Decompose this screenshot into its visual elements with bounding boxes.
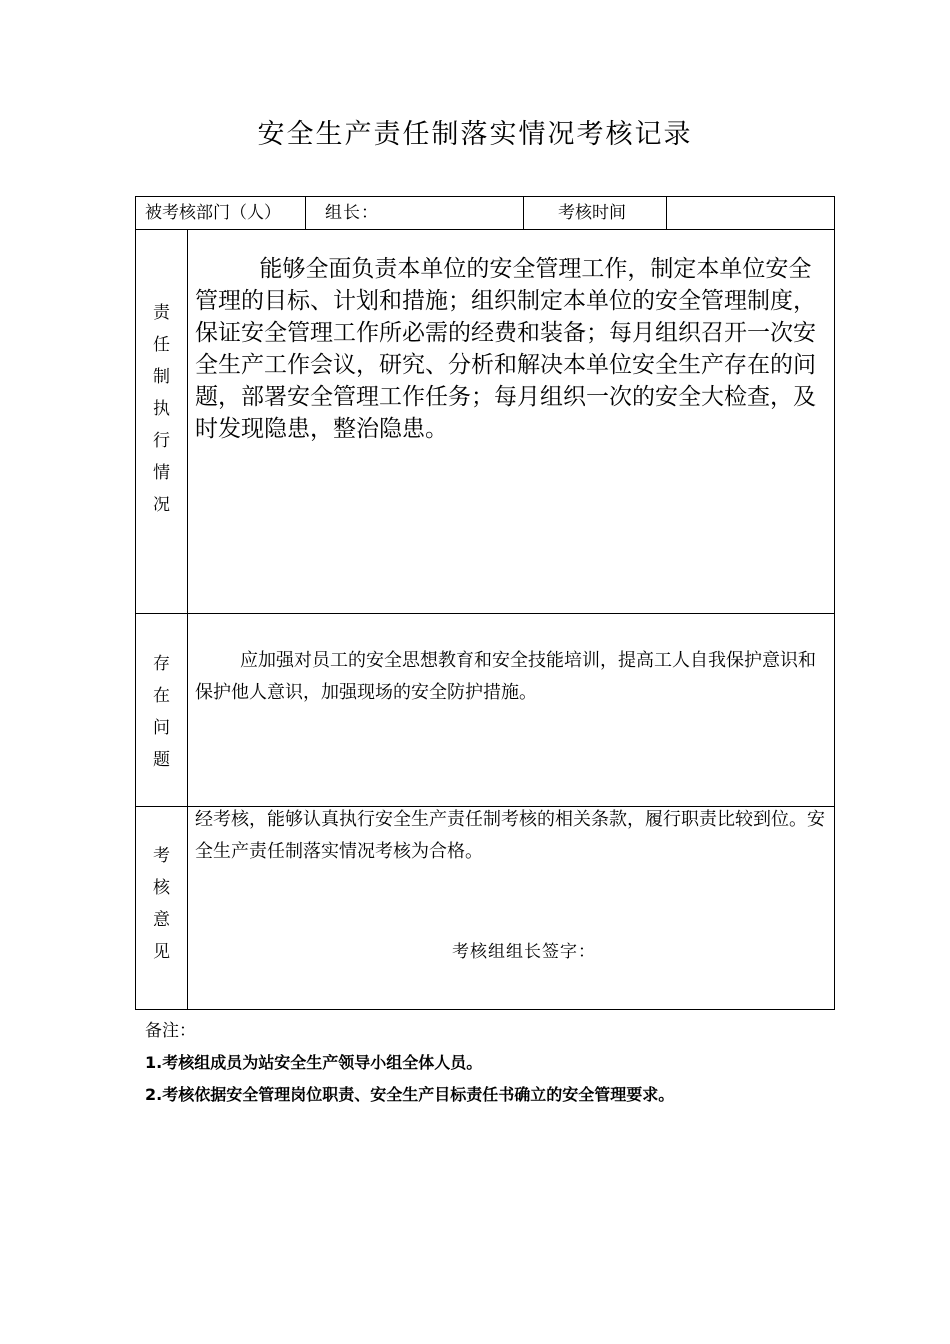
page-title: 安全生产责任制落实情况考核记录 bbox=[257, 119, 693, 150]
remark-item: 1.考核组成员为站安全生产领导小组全体人员。 bbox=[145, 1053, 483, 1072]
label-char: 情 bbox=[153, 463, 170, 483]
label-char: 问 bbox=[153, 718, 170, 738]
assessment-form-table bbox=[135, 196, 835, 1010]
remark-item: 2.考核依据安全管理岗位职责、安全生产目标责任书确立的安全管理要求。 bbox=[145, 1085, 675, 1104]
opinion-section-label bbox=[136, 840, 187, 968]
problems-section-label bbox=[136, 648, 187, 776]
label-char: 制 bbox=[153, 367, 170, 387]
label-char: 在 bbox=[153, 686, 170, 706]
responsibility-row-divider bbox=[136, 613, 834, 614]
label-char: 况 bbox=[153, 495, 170, 515]
label-char: 执 bbox=[153, 399, 170, 419]
leader-signature-label: 考核组组长签字： bbox=[452, 942, 596, 962]
assessment-time-label: 考核时间 bbox=[558, 203, 626, 223]
opinion-content: 经考核，能够认真执行安全生产责任制考核的相关条款，履行职责比较到位。安全生产责任制落实情况考核为合格。 bbox=[195, 809, 825, 862]
assessment-time-value[interactable] bbox=[667, 197, 834, 230]
responsibility-content: 能够全面负责本单位的安全管理工作，制定本单位安全管理的目标、计划和措施；组织制定本单位的安全管理制度，保证安全管理工作所必需的经费和装备；每月组织召开一次安全生产工作会议，研究、分析和解决本单位安全生产存在的问题，部署安全管理工作任务；每月组织一次的安全大检查，及时发现隐患，整治隐患。 bbox=[195, 256, 816, 442]
label-char: 题 bbox=[153, 750, 170, 770]
responsibility-section-label bbox=[136, 297, 187, 521]
label-char: 核 bbox=[153, 878, 170, 898]
label-char: 考 bbox=[153, 846, 170, 866]
department-label: 被考核部门（人） bbox=[145, 203, 281, 223]
label-char: 存 bbox=[153, 654, 170, 674]
label-column-divider bbox=[187, 229, 188, 1009]
label-char: 意 bbox=[153, 910, 170, 930]
remarks-label: 备注： bbox=[145, 1021, 196, 1041]
label-char: 任 bbox=[153, 335, 170, 355]
label-char: 行 bbox=[153, 431, 170, 451]
problems-content: 应加强对员工的安全思想教育和安全技能培训，提高工人自我保护意识和保护他人意识，加强现场的安全防护措施。 bbox=[195, 650, 816, 703]
label-char: 责 bbox=[153, 303, 170, 323]
header-col-divider-2 bbox=[523, 197, 524, 229]
header-col-divider-1 bbox=[305, 197, 306, 229]
leader-label: 组长： bbox=[325, 203, 379, 223]
label-char: 见 bbox=[153, 942, 170, 962]
